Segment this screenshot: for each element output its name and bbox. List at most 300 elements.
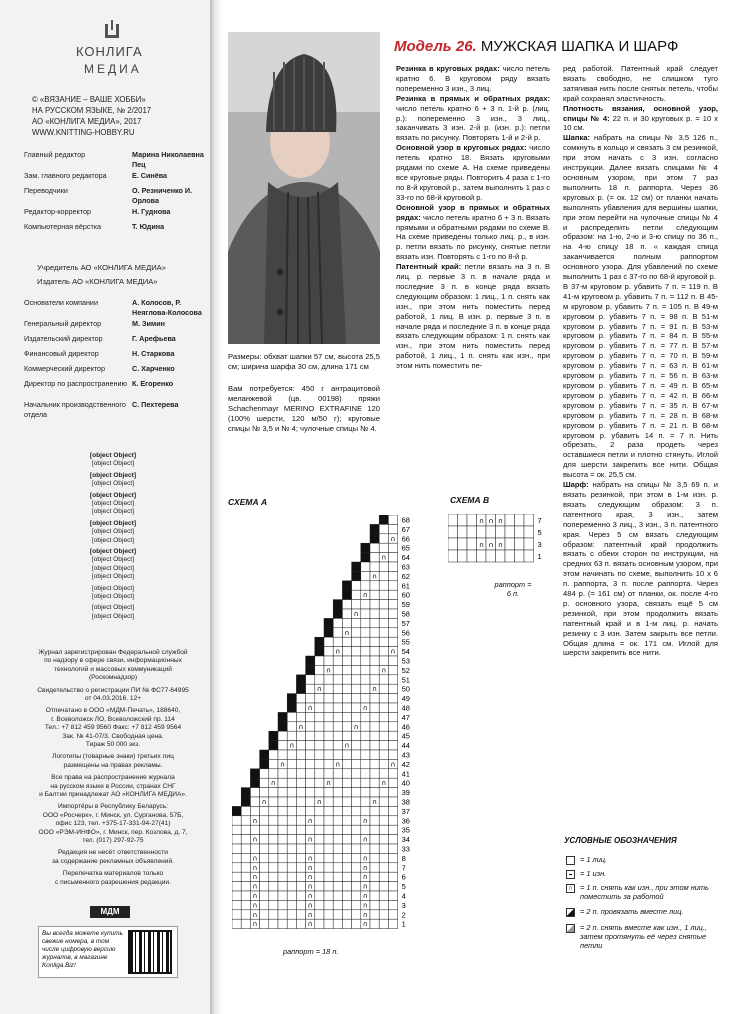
chart-row-label: 2	[401, 910, 406, 920]
chart-cell	[269, 816, 278, 825]
chart-b-cell	[505, 526, 515, 538]
chart-b-cell	[524, 550, 534, 562]
chart-cell	[352, 647, 361, 656]
chart-slip-mark: ∩	[307, 901, 313, 910]
chart-cell	[352, 844, 361, 853]
chart-decrease-mark	[324, 628, 333, 637]
chart-cell	[315, 910, 324, 919]
chart-cell	[361, 581, 370, 590]
chart-cell	[333, 618, 342, 627]
chart-slip-mark: ∩	[335, 760, 341, 769]
chart-cell	[342, 684, 351, 693]
chart-cell	[370, 703, 379, 712]
chart-cell	[278, 882, 287, 891]
chart-cell	[342, 900, 351, 909]
paragraph-heading: Основной узор в прямых и обратных рядах:	[396, 202, 550, 222]
chart-cell	[388, 825, 397, 834]
chart-cell	[324, 694, 333, 703]
chart-cell	[315, 656, 324, 665]
chart-cell	[324, 891, 333, 900]
chart-cell	[287, 759, 296, 768]
chart-b-cell	[467, 514, 477, 526]
chart-cell	[333, 844, 342, 853]
chart-decrease-mark	[352, 571, 361, 580]
chart-cell	[352, 806, 361, 815]
chart-decrease-mark	[306, 656, 315, 665]
chart-cell	[333, 694, 342, 703]
chart-cell	[333, 816, 342, 825]
chart-b-slip-mark: ∩	[498, 541, 504, 549]
chart-row-label: 43	[401, 750, 410, 760]
chart-cell	[324, 816, 333, 825]
founder: Учредитель АО «КОНЛИГА МЕДИА»	[37, 263, 166, 272]
exec-role: Директор по распространению	[24, 379, 127, 388]
exec-role: Основатели компании	[24, 298, 98, 307]
chart-cell	[370, 656, 379, 665]
chart-cell	[379, 919, 388, 928]
chart-cell	[388, 872, 397, 881]
chart-slip-mark: ∩	[289, 741, 295, 750]
chart-slip-mark: ∩	[390, 647, 396, 656]
legend-symbol-icon	[566, 908, 575, 917]
chart-slip-mark: ∩	[307, 920, 313, 929]
chart-cell	[361, 637, 370, 646]
chart-slip-mark: ∩	[362, 835, 368, 844]
chart-cell	[260, 788, 269, 797]
model-title: МУЖСКАЯ ШАПКА И ШАРФ	[480, 38, 679, 55]
legal-line: на русском языке в России, странах СНГ	[50, 782, 176, 790]
model-label: Модель 26.	[394, 38, 477, 55]
chart-cell	[241, 910, 250, 919]
chart-cell	[260, 778, 269, 787]
chart-cell	[361, 675, 370, 684]
chart-cell	[370, 835, 379, 844]
chart-cell	[388, 731, 397, 740]
chart-cell	[296, 872, 305, 881]
contact-line: [object Object]	[91, 500, 135, 507]
chart-cell	[379, 797, 388, 806]
chart-cell	[232, 891, 241, 900]
chart-cell	[260, 853, 269, 862]
chart-cell	[324, 656, 333, 665]
chart-cell	[370, 844, 379, 853]
chart-cell	[260, 872, 269, 881]
chart-cell	[296, 816, 305, 825]
chart-cell	[342, 703, 351, 712]
legal-line: Импортёры в Республику Беларусь:	[57, 803, 169, 811]
chart-cell	[379, 759, 388, 768]
chart-cell	[388, 797, 397, 806]
chart-cell	[241, 835, 250, 844]
chart-cell	[342, 825, 351, 834]
chart-cell	[342, 844, 351, 853]
chart-cell	[342, 835, 351, 844]
chart-row-label: 46	[401, 722, 410, 732]
chart-row-label: 67	[401, 524, 410, 534]
chart-cell	[306, 788, 315, 797]
chart-cell	[361, 769, 370, 778]
chart-cell	[379, 882, 388, 891]
contact-line: [object Object]	[91, 528, 135, 536]
chart-cell	[324, 722, 333, 731]
legal-line: ООО «Росчерк», г. Минск, ул. Сурганова, 57Б,	[42, 811, 184, 819]
chart-cell	[370, 919, 379, 928]
chart-cell	[388, 769, 397, 778]
chart-decrease-mark	[342, 590, 351, 599]
legal-line: Журнал зарегистрирован Федеральной службой	[38, 649, 188, 656]
chart-cell	[361, 562, 370, 571]
chart-cell	[388, 553, 397, 562]
chart-row-label: 60	[401, 590, 410, 600]
chart-row-label: 44	[401, 741, 410, 751]
chart-cell	[388, 581, 397, 590]
chart-cell	[260, 835, 269, 844]
chart-cell	[361, 825, 370, 834]
chart-cell	[379, 731, 388, 740]
contact-line: [object Object]	[89, 519, 137, 527]
chart-cell	[388, 741, 397, 750]
chart-cell	[333, 853, 342, 862]
chart-slip-mark: ∩	[362, 854, 368, 863]
chart-row-label: 55	[401, 637, 410, 647]
chart-cell	[342, 665, 351, 674]
chart-cell	[241, 891, 250, 900]
exec-role: Финансовый директор	[24, 349, 99, 358]
chart-decrease-mark	[287, 703, 296, 712]
chart-cell	[296, 863, 305, 872]
chart-cell	[379, 675, 388, 684]
pub-line: © «ВЯЗАНИЕ – ВАШЕ ХОББИ»	[32, 95, 146, 104]
chart-slip-mark: ∩	[307, 863, 313, 872]
chart-slip-mark: ∩	[362, 873, 368, 882]
chart-cell	[352, 797, 361, 806]
chart-cell	[260, 844, 269, 853]
chart-cell	[296, 825, 305, 834]
chart-cell	[306, 694, 315, 703]
chart-cell	[370, 872, 379, 881]
chart-cell	[352, 853, 361, 862]
chart-cell	[370, 647, 379, 656]
chart-cell	[278, 891, 287, 900]
chart-cell	[333, 797, 342, 806]
contact-line: [object Object]	[89, 491, 137, 499]
chart-row-label: 41	[401, 769, 410, 779]
chart-cell	[333, 637, 342, 646]
chart-row-label: 58	[401, 609, 410, 619]
chart-cell	[370, 562, 379, 571]
chart-cell	[352, 637, 361, 646]
chart-cell	[352, 656, 361, 665]
chart-cell	[379, 722, 388, 731]
chart-cell	[324, 675, 333, 684]
chart-cell	[388, 637, 397, 646]
promo-line: Konliga.Biz!	[42, 962, 76, 969]
chart-cell	[315, 675, 324, 684]
chart-cell	[342, 712, 351, 721]
chart-row-label: 42	[401, 759, 410, 769]
chart-cell	[361, 647, 370, 656]
exec-name: А. Колосов, Р. Неяглова-Колосова	[132, 298, 202, 317]
chart-decrease-mark	[241, 788, 250, 797]
chart-decrease-mark	[269, 741, 278, 750]
chart-cell	[361, 759, 370, 768]
chart-cell	[352, 581, 361, 590]
chart-cell	[333, 872, 342, 881]
chart-b-cell	[505, 550, 515, 562]
chart-b-cell	[458, 514, 468, 526]
chart-decrease-mark	[352, 562, 361, 571]
chart-cell	[269, 882, 278, 891]
chart-cell	[379, 609, 388, 618]
chart-cell	[269, 769, 278, 778]
legal-line: за содержание рекламных объявлений.	[52, 857, 174, 865]
chart-cell	[370, 910, 379, 919]
chart-row-label: 4	[401, 891, 406, 901]
chart-cell	[241, 863, 250, 872]
chart-cell	[342, 806, 351, 815]
legal-line: ООО «РЭМ-ИНФО», г. Минск, пер. Козлова, д. 7,	[38, 828, 188, 836]
logo-text-2: МЕДИА	[84, 62, 142, 76]
chart-cell	[287, 863, 296, 872]
chart-cell	[250, 825, 259, 834]
chart-cell	[315, 731, 324, 740]
chart-cell	[287, 769, 296, 778]
chart-cell	[361, 731, 370, 740]
chart-cell	[379, 524, 388, 533]
paragraph-heading: Резинка в круговых рядах:	[396, 64, 500, 73]
chart-cell	[379, 750, 388, 759]
chart-cell	[333, 882, 342, 891]
promo-line: Вы всегда можете купить	[42, 930, 123, 937]
chart-cell	[379, 637, 388, 646]
paragraph: ред работой. Патентный край следует вязать свободно, не слишком туго затягивая нить после снятых петель, чтобы край сохранял эластичность.	[563, 64, 718, 103]
chart-row-label: 8	[401, 853, 406, 863]
paragraph: Патентный край: петли вязать на 3 п. В лиц. р. первые 3 п. в начале ряда и последние 3 п. в конце ряда вязать следующим образом: 1 лиц., 1 п. снять как изн., при этом нить поместить перед работой, 1 лиц. В изн. р. первые 3 п. в начале ряда и последние 3 п. в конце ряда вязать следующим образом: 1 п. снять как изн., при этом нить поместить перед работой, 1 лиц., 1 п. снять как изн., при этом нить поместить пе-	[396, 262, 551, 371]
chart-b-cell	[448, 550, 458, 562]
chart-cell	[306, 741, 315, 750]
chart-slip-mark: ∩	[335, 647, 341, 656]
chart-slip-mark: ∩	[252, 901, 258, 910]
chart-slip-mark: ∩	[390, 534, 396, 543]
chart-cell	[379, 844, 388, 853]
chart-cell	[306, 675, 315, 684]
chart-row-label: 52	[401, 665, 410, 675]
chart-cell	[388, 750, 397, 759]
chart-cell	[260, 825, 269, 834]
chart-cell	[388, 524, 397, 533]
chart-cell	[296, 806, 305, 815]
chart-cell	[287, 778, 296, 787]
chart-cell	[306, 825, 315, 834]
chart-cell	[361, 656, 370, 665]
chart-cell	[342, 778, 351, 787]
chart-cell	[379, 863, 388, 872]
legal-line: офис 123, тел. +375-17-331-94-27(41)	[55, 820, 171, 828]
chart-cell	[388, 844, 397, 853]
chart-cell	[269, 825, 278, 834]
chart-cell	[306, 778, 315, 787]
chart-row-label: 62	[401, 571, 410, 581]
chart-decrease-mark	[324, 618, 333, 627]
chart-row-label: 51	[401, 675, 410, 685]
chart-decrease-mark	[296, 675, 305, 684]
chart-slip-mark: ∩	[316, 798, 322, 806]
chart-cell	[306, 712, 315, 721]
paragraph: Резинка в круговых рядах: число петель кратно 6. В круговом ряду вязать попеременно 3 изн., 3 лиц.	[396, 64, 550, 93]
chart-row-label: 45	[401, 731, 410, 741]
chart-cell	[315, 872, 324, 881]
paragraph: Основной узор в прямых и обратных рядах: число петель кратно 6 + 3 п. Вязать прямыми и обратными рядами по схеме В. На схеме приведены только лиц. р., в изн. р. петли вязать по рисунку, снятые петли вязать изн. Повторять с 1-го по 8-й р.	[396, 202, 550, 262]
chart-row-label: 34	[401, 835, 410, 845]
chart-cell	[324, 853, 333, 862]
chart-cell	[370, 731, 379, 740]
chart-cell	[388, 694, 397, 703]
chart-cell	[342, 731, 351, 740]
chart-cell	[287, 722, 296, 731]
chart-cell	[287, 797, 296, 806]
chart-cell	[260, 806, 269, 815]
chart-b-cell	[505, 514, 515, 526]
chart-cell	[269, 806, 278, 815]
staff-name: Е. Синёва	[132, 171, 168, 180]
staff-name: Н. Гуднова	[132, 207, 171, 216]
contact-line: [object Object]	[91, 564, 135, 572]
chart-cell	[388, 910, 397, 919]
chart-cell	[342, 769, 351, 778]
chart-cell	[324, 703, 333, 712]
chart-cell	[232, 825, 241, 834]
chart-slip-mark: ∩	[252, 882, 258, 891]
chart-cell	[379, 741, 388, 750]
chart-cell	[306, 759, 315, 768]
chart-row-label: 63	[401, 562, 410, 572]
chart-cell	[306, 806, 315, 815]
chart-cell	[315, 900, 324, 909]
chart-cell	[342, 759, 351, 768]
chart-cell	[324, 750, 333, 759]
chart-b-cell	[477, 526, 487, 538]
chart-cell	[370, 553, 379, 562]
chart-cell	[352, 600, 361, 609]
chart-cell	[361, 806, 370, 815]
chart-cell	[352, 825, 361, 834]
chart-cell	[388, 722, 397, 731]
pub-line: WWW.KNITTING-HOBBY.RU	[32, 128, 135, 137]
chart-cell	[333, 703, 342, 712]
chart-slip-mark: ∩	[307, 910, 313, 919]
paragraph: Шарф: набрать на спицы № 3,5 69 п. и вязать резинкой, при этом в 1-м изн. р. вязать следующим образом: 3 п. патентного края, 3 изн., затем попеременно 3 лиц., 3 изн., 3 п. патентного края. Через 5 см вязать следующим образом: патентный край продолжить вязать с обеих сторон по инструкции, на средних 63 п. вязать основным узором, при этом начинать по схеме, выполнить 10 х 6 п. раппорта, 3 п. после раппорта. Через 484 р. (= 161 см) от планки, ок. после 4-го р. основного узора, связать ещё 5 см резинкой, при этом продолжить вязать патентный край и в 1-м лиц. р. начать резинку с 3 изн. Затем закрыть все петли. Общая длина = ок. 171 см. Иглой для шерсти закрепить все нити.	[563, 480, 718, 658]
chart-cell	[278, 731, 287, 740]
legend-text: = 1 п. снять как изн., при этом нить поместить за работой	[580, 883, 709, 901]
chart-slip-mark: ∩	[372, 572, 378, 581]
paragraph: Резинка в прямых и обратных рядах: число петель кратно 6 + 3 п. 1-й р. (лиц. р.): попеременно 3 изн., 3 лиц., заканчивать 3 изн. 2-й р. (изн. р.): петли вязать по рисунку. Повторять 1-й и 2-й р.	[396, 93, 550, 143]
legal-line: Тираж 50 000 экз.	[85, 741, 141, 748]
legal-line: и Балтии принадлежат АО «КОНЛИГА МЕДИА».	[39, 791, 187, 798]
chart-cell	[352, 628, 361, 637]
chart-slip-mark: ∩	[252, 816, 258, 825]
chart-row-label: 59	[401, 600, 410, 610]
contact-line: [object Object]	[91, 536, 135, 544]
chart-cell	[287, 919, 296, 928]
chart-cell	[379, 712, 388, 721]
contact-line: [object Object]	[91, 556, 135, 564]
chart-cell	[241, 872, 250, 881]
chart-slip-mark: ∩	[316, 685, 322, 694]
legend-symbol-icon	[566, 856, 575, 865]
konliga-logo-icon	[105, 24, 119, 38]
chart-cell	[352, 618, 361, 627]
chart-cell	[361, 722, 370, 731]
chart-cell	[352, 863, 361, 872]
chart-row-label: 64	[401, 553, 410, 563]
chart-cell	[352, 910, 361, 919]
chart-slip-mark: ∩	[252, 910, 258, 919]
chart-cell	[306, 684, 315, 693]
exec-role: Генеральный директор	[24, 319, 102, 328]
chart-cell	[260, 769, 269, 778]
chart-cell	[250, 788, 259, 797]
qr-code-icon[interactable]	[128, 930, 172, 974]
chart-cell	[388, 835, 397, 844]
legal-line: Тел.: +7 812 459 9560 Факс: +7 812 459 9564	[44, 724, 182, 732]
chart-cell	[352, 750, 361, 759]
chart-row-label: 53	[401, 656, 410, 666]
chart-cell	[333, 731, 342, 740]
schema-b-label: СХЕМА В	[450, 495, 490, 505]
chart-cell	[324, 769, 333, 778]
chart-b-cell	[515, 550, 525, 562]
chart-cell	[361, 600, 370, 609]
chart-b-cell	[496, 526, 506, 538]
chart-cell	[296, 694, 305, 703]
chart-cell	[370, 769, 379, 778]
contact-line: [object Object]	[91, 480, 135, 488]
chart-decrease-mark	[342, 581, 351, 590]
chart-row-label: 54	[401, 647, 410, 657]
chart-cell	[315, 863, 324, 872]
chart-cell	[250, 797, 259, 806]
chart-row-label: 49	[401, 694, 410, 704]
chart-slip-mark: ∩	[252, 892, 258, 900]
chart-decrease-mark	[370, 534, 379, 543]
chart-slip-mark: ∩	[261, 798, 267, 806]
chart-cell	[315, 853, 324, 862]
chart-cell	[388, 778, 397, 787]
chart-cell	[315, 703, 324, 712]
chart-row-label: 39	[401, 788, 410, 798]
chart-cell	[379, 769, 388, 778]
chart-cell	[370, 816, 379, 825]
chart-cell	[324, 731, 333, 740]
legend-text: = 2 п. снять вместе как изн., 1 лиц., затем протянуть её через снятые петли	[580, 923, 708, 950]
chart-cell	[287, 806, 296, 815]
chart-cell	[260, 910, 269, 919]
exec-role: Коммерческий директор	[24, 364, 106, 373]
chart-cell	[333, 628, 342, 637]
chart-b-cell	[515, 538, 525, 550]
chart-slip-mark: ∩	[381, 553, 387, 562]
chart-b-slip-mark: ∩	[479, 541, 485, 549]
chart-cell	[296, 900, 305, 909]
chart-cell	[278, 853, 287, 862]
chart-cell	[296, 759, 305, 768]
paragraph-heading: Плотность вязания, основной узор, спицы № 4:	[563, 103, 718, 123]
chart-cell	[342, 882, 351, 891]
chart-row-label: 50	[401, 684, 410, 694]
legal-line: тел. (017) 297-92-75	[82, 837, 144, 844]
chart-cell	[342, 891, 351, 900]
staff-name: О. Резниченко И. Орлова	[132, 186, 193, 205]
